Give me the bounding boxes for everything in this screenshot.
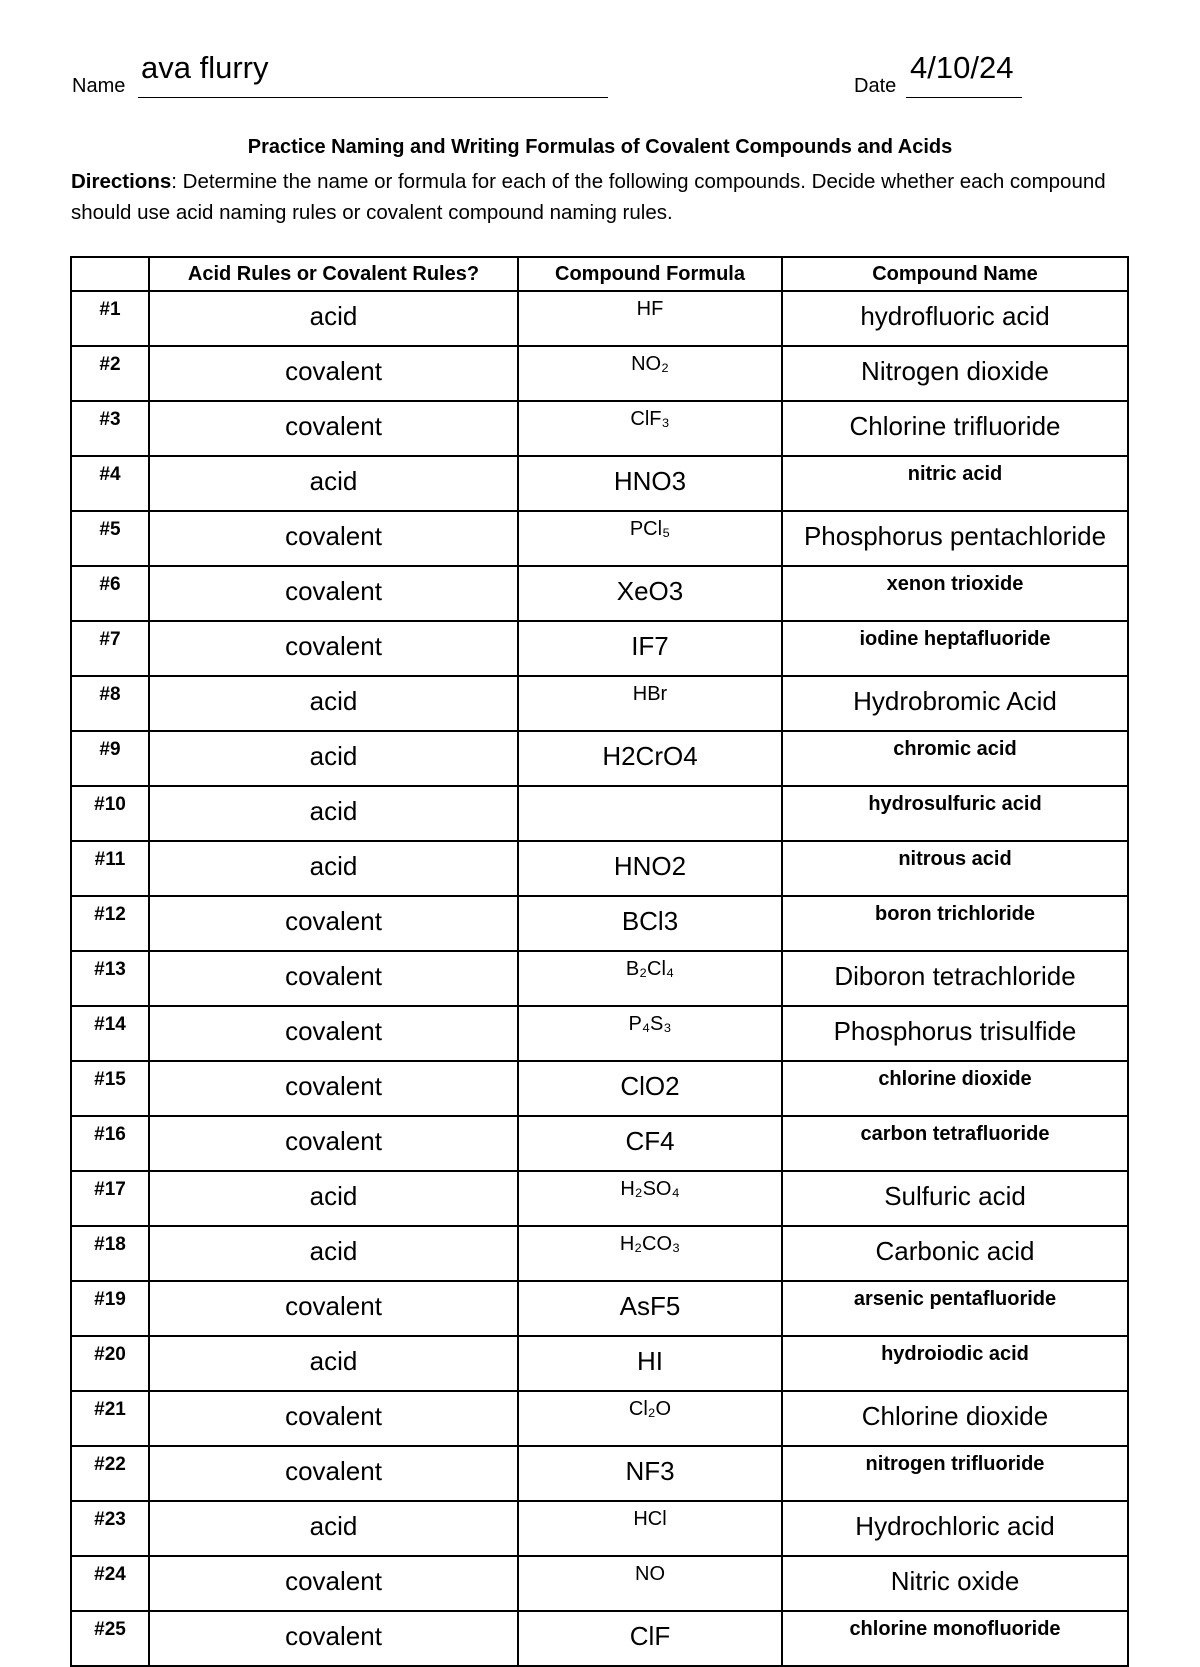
rule-cell[interactable]: covalent — [149, 401, 518, 456]
name-cell[interactable]: Nitric oxide — [782, 1556, 1128, 1611]
row-number: #6 — [71, 566, 149, 621]
name-cell[interactable]: Hydrobromic Acid — [782, 676, 1128, 731]
name-cell[interactable]: nitric acid — [782, 456, 1128, 511]
name-cell[interactable]: Carbonic acid — [782, 1226, 1128, 1281]
header-rule: Acid Rules or Covalent Rules? — [149, 257, 518, 291]
row-number: #4 — [71, 456, 149, 511]
rule-cell[interactable]: covalent — [149, 896, 518, 951]
row-number: #24 — [71, 1556, 149, 1611]
formula-cell[interactable]: HF — [518, 291, 782, 346]
table-row — [71, 1006, 1128, 1061]
name-cell[interactable]: Phosphorus trisulfide — [782, 1006, 1128, 1061]
row-number: #10 — [71, 786, 149, 841]
formula-cell[interactable]: H₂CO₃ — [518, 1226, 782, 1281]
row-number: #13 — [71, 951, 149, 1006]
formula-cell[interactable]: B₂Cl₄ — [518, 951, 782, 1006]
formula-cell[interactable]: PCl₅ — [518, 511, 782, 566]
formula-cell[interactable]: ClF — [518, 1611, 782, 1666]
directions-text: : Determine the name or formula for each of the following compounds. Decide whether each compound should use acid naming rules or covalent compound naming rules. — [71, 170, 1106, 224]
formula-cell[interactable]: Cl₂O — [518, 1391, 782, 1446]
formula-cell[interactable]: NO₂ — [518, 346, 782, 401]
compound-table — [70, 256, 1129, 1667]
table-row — [71, 1116, 1128, 1171]
name-cell[interactable]: carbon tetrafluoride — [782, 1116, 1128, 1171]
table-row — [71, 1446, 1128, 1501]
table-row — [71, 621, 1128, 676]
name-cell[interactable]: Phosphorus pentachloride — [782, 511, 1128, 566]
rule-cell[interactable]: acid — [149, 1336, 518, 1391]
rule-cell[interactable]: covalent — [149, 621, 518, 676]
name-cell[interactable]: Chlorine dioxide — [782, 1391, 1128, 1446]
name-label: Name — [72, 75, 126, 97]
rule-cell[interactable]: covalent — [149, 511, 518, 566]
directions — [71, 166, 1131, 228]
table-row — [71, 346, 1128, 401]
formula-cell[interactable]: XeO3 — [518, 566, 782, 621]
row-number: #19 — [71, 1281, 149, 1336]
table-row — [71, 1556, 1128, 1611]
row-number: #11 — [71, 841, 149, 896]
rule-cell[interactable]: covalent — [149, 1006, 518, 1061]
table-row — [71, 1611, 1128, 1666]
table-row — [71, 896, 1128, 951]
name-cell[interactable]: Chlorine trifluoride — [782, 401, 1128, 456]
formula-cell[interactable]: HCl — [518, 1501, 782, 1556]
formula-cell[interactable]: NO — [518, 1556, 782, 1611]
rule-cell[interactable]: acid — [149, 291, 518, 346]
rule-cell[interactable]: covalent — [149, 1391, 518, 1446]
name-cell[interactable]: boron trichloride — [782, 896, 1128, 951]
row-number: #2 — [71, 346, 149, 401]
rule-cell[interactable]: covalent — [149, 1281, 518, 1336]
rule-cell[interactable]: acid — [149, 731, 518, 786]
table-row — [71, 1336, 1128, 1391]
date-underline — [906, 97, 1022, 98]
table-row — [71, 401, 1128, 456]
name-cell[interactable]: chromic acid — [782, 731, 1128, 786]
directions-label: Directions — [71, 170, 172, 193]
row-number: #3 — [71, 401, 149, 456]
formula-cell[interactable] — [518, 786, 782, 841]
row-number: #25 — [71, 1611, 149, 1666]
name-cell[interactable]: iodine heptafluoride — [782, 621, 1128, 676]
formula-cell[interactable]: NF3 — [518, 1446, 782, 1501]
row-number: #14 — [71, 1006, 149, 1061]
row-number: #1 — [71, 291, 149, 346]
formula-cell[interactable]: HBr — [518, 676, 782, 731]
rule-cell[interactable]: covalent — [149, 1116, 518, 1171]
row-number: #22 — [71, 1446, 149, 1501]
header-number — [71, 257, 149, 291]
name-cell[interactable]: hydrofluoric acid — [782, 291, 1128, 346]
header-formula: Compound Formula — [518, 257, 782, 291]
table-row — [71, 676, 1128, 731]
table-row — [71, 731, 1128, 786]
rule-cell[interactable]: covalent — [149, 1061, 518, 1116]
formula-cell[interactable]: HNO3 — [518, 456, 782, 511]
rule-cell[interactable]: covalent — [149, 1611, 518, 1666]
name-cell[interactable]: Diboron tetrachloride — [782, 951, 1128, 1006]
row-number: #21 — [71, 1391, 149, 1446]
name-cell[interactable]: Sulfuric acid — [782, 1171, 1128, 1226]
row-number: #8 — [71, 676, 149, 731]
table-row — [71, 566, 1128, 621]
rule-cell[interactable]: acid — [149, 841, 518, 896]
row-number: #9 — [71, 731, 149, 786]
row-number: #12 — [71, 896, 149, 951]
row-number: #5 — [71, 511, 149, 566]
table-row — [71, 1281, 1128, 1336]
table-row — [71, 786, 1128, 841]
formula-cell[interactable]: HNO2 — [518, 841, 782, 896]
name-cell[interactable]: Nitrogen dioxide — [782, 346, 1128, 401]
rule-cell[interactable]: acid — [149, 1226, 518, 1281]
worksheet-title: Practice Naming and Writing Formulas of Covalent Compounds and Acids — [247, 136, 953, 158]
header-name: Compound Name — [782, 257, 1128, 291]
date-field — [0, 46, 1100, 102]
table-row — [71, 1171, 1128, 1226]
table-row — [71, 841, 1128, 896]
rule-cell[interactable]: acid — [149, 786, 518, 841]
name-cell[interactable]: xenon trioxide — [782, 566, 1128, 621]
table-row — [71, 291, 1128, 346]
formula-cell[interactable]: H₂SO₄ — [518, 1171, 782, 1226]
rule-cell[interactable]: acid — [149, 1171, 518, 1226]
table-row — [71, 456, 1128, 511]
row-number: #17 — [71, 1171, 149, 1226]
rule-cell[interactable]: covalent — [149, 951, 518, 1006]
table-row — [71, 1501, 1128, 1556]
formula-cell[interactable]: CF4 — [518, 1116, 782, 1171]
row-number: #18 — [71, 1226, 149, 1281]
date-label: Date — [854, 75, 897, 97]
name-cell[interactable]: arsenic pentafluoride — [782, 1281, 1128, 1336]
row-number: #7 — [71, 621, 149, 676]
formula-cell[interactable]: HI — [518, 1336, 782, 1391]
name-cell[interactable]: Hydrochloric acid — [782, 1501, 1128, 1556]
formula-cell[interactable]: BCl3 — [518, 896, 782, 951]
rule-cell[interactable]: acid — [149, 456, 518, 511]
rule-cell[interactable]: covalent — [149, 1556, 518, 1611]
name-value[interactable]: ava flurry — [141, 50, 269, 85]
table-header-row — [71, 257, 1128, 291]
rule-cell[interactable]: covalent — [149, 346, 518, 401]
name-cell[interactable]: nitrous acid — [782, 841, 1128, 896]
table-row — [71, 951, 1128, 1006]
name-cell[interactable]: chlorine monofluoride — [782, 1611, 1128, 1666]
rule-cell[interactable]: covalent — [149, 566, 518, 621]
name-cell[interactable]: hydroiodic acid — [782, 1336, 1128, 1391]
table-body — [71, 291, 1128, 1666]
table-row — [71, 1061, 1128, 1116]
rule-cell[interactable]: covalent — [149, 1446, 518, 1501]
row-number: #15 — [71, 1061, 149, 1116]
row-number: #23 — [71, 1501, 149, 1556]
table-row — [71, 511, 1128, 566]
formula-cell[interactable]: AsF5 — [518, 1281, 782, 1336]
row-number: #20 — [71, 1336, 149, 1391]
formula-cell[interactable]: P₄S₃ — [518, 1006, 782, 1061]
row-number: #16 — [71, 1116, 149, 1171]
formula-cell[interactable]: ClF₃ — [518, 401, 782, 456]
date-value[interactable]: 4/10/24 — [910, 50, 1014, 85]
name-cell[interactable]: chlorine dioxide — [782, 1061, 1128, 1116]
name-cell[interactable]: hydrosulfuric acid — [782, 786, 1128, 841]
formula-cell[interactable]: H2CrO4 — [518, 731, 782, 786]
formula-cell[interactable]: IF7 — [518, 621, 782, 676]
rule-cell[interactable]: acid — [149, 676, 518, 731]
rule-cell[interactable]: acid — [149, 1501, 518, 1556]
formula-cell[interactable]: ClO2 — [518, 1061, 782, 1116]
table-row — [71, 1391, 1128, 1446]
name-cell[interactable]: nitrogen trifluoride — [782, 1446, 1128, 1501]
table-row — [71, 1226, 1128, 1281]
